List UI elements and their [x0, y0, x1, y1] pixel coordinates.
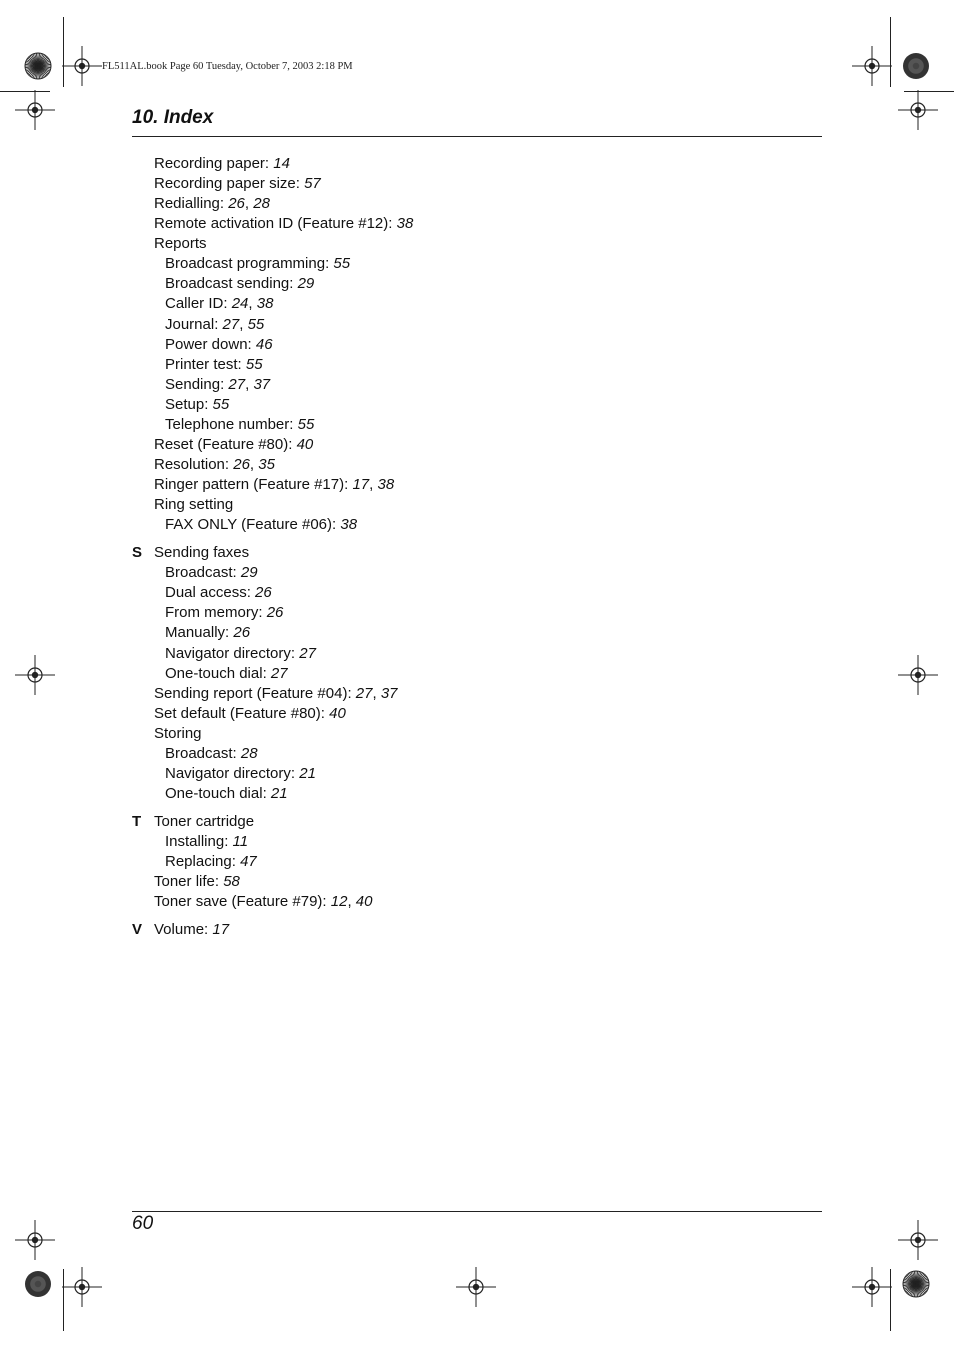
entry-term: Toner save (Feature #79) — [154, 893, 323, 911]
index-subentry: One-touch dial: 21 — [165, 784, 288, 802]
entry-term: Reset (Feature #80) — [154, 435, 289, 453]
index-subentry: Caller ID: 24, 38 — [165, 295, 274, 313]
crosshair-target-icon — [62, 1267, 102, 1307]
page-reference: 17 — [352, 476, 370, 493]
print-info-header: FL511AL.book Page 60 Tuesday, October 7, 2003 2:18 PM — [102, 61, 353, 72]
page-reference: 24 — [231, 295, 249, 313]
dark-disc-icon — [24, 1270, 52, 1298]
entry-term: Navigator directory — [165, 764, 291, 782]
page-reference: 38 — [377, 476, 395, 493]
index-subentry: Manually: 26 — [165, 624, 251, 642]
entry-term: Installing — [165, 833, 225, 851]
entry-term: Redialling — [154, 195, 220, 213]
page-reference: 58 — [223, 873, 240, 891]
page-reference: 11 — [232, 833, 249, 851]
radial-starburst-icon — [24, 52, 52, 80]
page-reference: 26 — [255, 584, 272, 602]
page-reference: 40 — [329, 704, 346, 722]
page-reference: 55 — [333, 255, 351, 273]
page-reference: 17 — [212, 921, 230, 939]
index-subentry: Power down: 46 — [165, 335, 273, 353]
entry-term: Setup — [165, 395, 205, 413]
page-reference: 27 — [228, 375, 246, 393]
page-reference: 55 — [245, 355, 263, 373]
page-reference: 55 — [297, 415, 315, 433]
entry-term: Toner cartridge — [154, 813, 255, 830]
page-reference: 55 — [212, 395, 230, 413]
index-entry — [132, 495, 732, 515]
entry-term: Resolution — [154, 455, 225, 473]
index-subentry: Navigator directory: 21 — [165, 764, 316, 782]
index-subentry: Broadcast programming: 55 — [165, 255, 351, 273]
index-subentry: Journal: 27, 55 — [165, 315, 265, 333]
index-entry: Set default (Feature #80): 40 — [154, 704, 346, 722]
entry-term: Navigator directory — [165, 644, 291, 662]
entry-term: Set default (Feature #80) — [154, 704, 321, 722]
entry-term: Sending faxes — [154, 544, 250, 562]
entry-term: Reports — [154, 235, 207, 253]
entry-term: Manually — [165, 624, 226, 642]
index-entry: Ringer pattern (Feature #17): 17, 38 — [154, 476, 395, 493]
index-subentry: Telephone number: 55 — [165, 415, 315, 433]
page-reference: 40 — [355, 893, 373, 911]
index-group — [132, 920, 732, 940]
entry-term: Storing — [154, 724, 202, 742]
crosshair-target-icon — [898, 90, 938, 130]
index-letter: S — [132, 544, 143, 562]
entry-term: Broadcast — [165, 564, 233, 582]
index-group — [132, 154, 732, 535]
index-entry: Toner life: 58 — [154, 873, 240, 891]
entry-term: Dual access — [165, 584, 247, 602]
index-subentry: Dual access: 26 — [165, 584, 272, 602]
crosshair-target-icon — [15, 90, 55, 130]
crosshair-target-icon — [456, 1267, 496, 1307]
index-entry: Remote activation ID (Feature #12): 38 — [154, 215, 414, 233]
index-entry: Recording paper: 14 — [154, 155, 290, 172]
index-entry: Resolution: 26, 35 — [154, 455, 275, 473]
entry-term: Sending — [165, 375, 221, 393]
page-reference: 14 — [273, 155, 290, 172]
index-entry — [132, 812, 732, 832]
index-entry: Redialling: 26, 28 — [154, 195, 270, 213]
index-entry: Recording paper size: 57 — [154, 175, 321, 193]
entry-term: From memory — [165, 604, 259, 622]
entry-term: Broadcast — [165, 744, 233, 762]
crosshair-target-icon — [852, 1267, 892, 1307]
index-entry: Sending report (Feature #04): 27, 37 — [154, 684, 398, 702]
entry-term: FAX ONLY (Feature #06) — [165, 516, 333, 534]
entry-term: Replacing — [165, 853, 232, 871]
index-subentry: Installing: 11 — [165, 833, 249, 851]
index-subentry: Broadcast sending: 29 — [165, 275, 315, 293]
page-reference: 57 — [304, 175, 321, 193]
page-reference: 21 — [299, 764, 316, 782]
index-letter: V — [132, 921, 143, 939]
entry-term: Volume — [154, 921, 205, 939]
entry-term: Recording paper size — [154, 175, 296, 193]
entry-term: Broadcast programming — [165, 255, 326, 273]
index-entry: Toner save (Feature #79): 12, 40 — [154, 893, 373, 911]
crosshair-target-icon — [898, 655, 938, 695]
page-reference: 27 — [355, 684, 373, 702]
page-reference: 29 — [240, 564, 258, 582]
page-reference: 27 — [270, 664, 288, 682]
page-reference: 46 — [255, 335, 273, 353]
page-reference: 28 — [240, 744, 258, 762]
entry-term: Ring setting — [154, 496, 234, 514]
entry-term: Sending report (Feature #04) — [154, 684, 348, 702]
index-entry — [132, 543, 732, 563]
page-reference: 38 — [396, 215, 414, 233]
page-reference: 27 — [299, 644, 316, 662]
page-reference: 28 — [253, 195, 270, 213]
page-reference: 35 — [258, 455, 275, 473]
index-subentry: FAX ONLY (Feature #06): 38 — [165, 516, 358, 534]
entry-term: Printer test — [165, 355, 238, 373]
entry-term: One-touch dial — [165, 784, 263, 802]
page-reference: 26 — [233, 624, 251, 642]
entry-term: Broadcast sending — [165, 275, 290, 293]
index-subentry: Broadcast: 28 — [165, 744, 258, 762]
footer-rule — [132, 1211, 822, 1212]
entry-term: Telephone number — [165, 415, 290, 433]
entry-term: Recording paper — [154, 155, 265, 172]
page-reference: 12 — [330, 893, 348, 911]
index-entry: Volume: 17 — [154, 921, 230, 939]
radial-starburst-icon — [902, 1270, 930, 1298]
header-rule — [132, 136, 822, 137]
entry-term: Ringer pattern (Feature #17) — [154, 476, 345, 493]
crosshair-target-icon — [62, 46, 102, 86]
index-entry — [132, 234, 732, 254]
page-reference: 27 — [222, 315, 240, 333]
entry-term: Remote activation ID (Feature #12) — [154, 215, 389, 233]
page-reference: 40 — [296, 435, 314, 453]
crosshair-target-icon — [898, 1220, 938, 1260]
dark-disc-icon — [902, 52, 930, 80]
index-subentry: Printer test: 55 — [165, 355, 263, 373]
index-list — [132, 154, 732, 940]
page-reference: 47 — [240, 853, 257, 871]
page-reference: 26 — [233, 455, 250, 473]
page-reference: 21 — [270, 784, 288, 802]
index-entry — [132, 724, 732, 744]
crosshair-target-icon — [852, 46, 892, 86]
index-group — [132, 812, 732, 912]
crosshair-target-icon — [15, 655, 55, 695]
entry-term: Power down — [165, 335, 248, 353]
index-subentry: Broadcast: 29 — [165, 564, 258, 582]
page-reference: 26 — [228, 195, 245, 213]
page-reference: 38 — [340, 516, 358, 534]
page-reference: 26 — [266, 604, 284, 622]
index-subentry: Navigator directory: 27 — [165, 644, 316, 662]
page-number: 60 — [132, 1213, 154, 1234]
page-reference: 37 — [380, 684, 398, 702]
section-title: 10. Index — [132, 107, 214, 128]
entry-term: Caller ID — [165, 295, 224, 313]
crosshair-target-icon — [15, 1220, 55, 1260]
page-reference: 38 — [256, 295, 274, 313]
page-reference: 29 — [297, 275, 315, 293]
index-subentry: One-touch dial: 27 — [165, 664, 288, 682]
page-reference: 55 — [247, 315, 265, 333]
index-letter: T — [132, 813, 142, 830]
index-subentry: Sending: 27, 37 — [165, 375, 271, 393]
index-subentry: Replacing: 47 — [165, 853, 257, 871]
index-entry: Reset (Feature #80): 40 — [154, 435, 314, 453]
index-group — [132, 543, 732, 804]
index-subentry: Setup: 55 — [165, 395, 230, 413]
entry-term: Toner life — [154, 873, 215, 891]
entry-term: Journal — [165, 315, 215, 333]
page-reference: 37 — [253, 375, 271, 393]
entry-term: One-touch dial — [165, 664, 263, 682]
index-subentry: From memory: 26 — [165, 604, 284, 622]
